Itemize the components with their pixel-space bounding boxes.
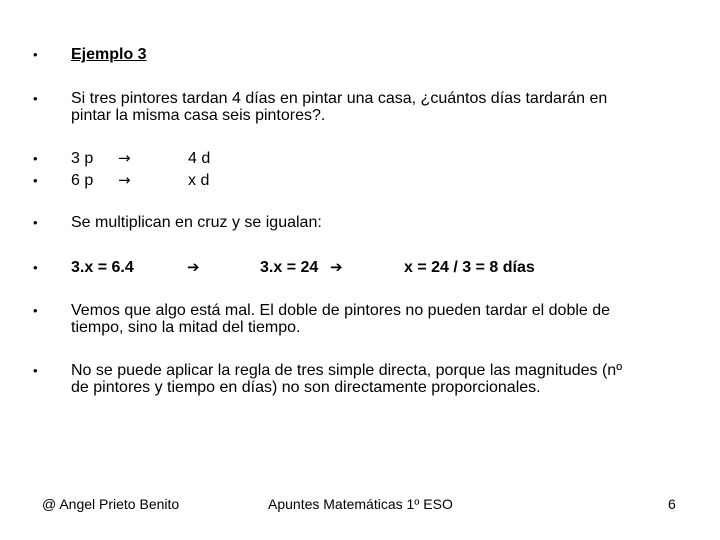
bullet: • xyxy=(33,260,38,275)
conclusion-line-1: No se puede aplicar la regla de tres simple directa, porque las magnitudes (nº xyxy=(71,362,623,379)
problem-line-1: Si tres pintores tardan 4 días en pintar una casa, ¿cuántos días tardarán en xyxy=(71,90,608,107)
days-value: 4 d xyxy=(188,150,211,167)
problem-line-2: pintar la misma casa seis pintores?. xyxy=(71,107,326,124)
problem-text xyxy=(71,90,691,124)
painters-value: 6 p xyxy=(71,172,94,189)
bullet: • xyxy=(33,363,38,378)
bullet: • xyxy=(33,173,38,188)
bullet: • xyxy=(33,91,38,106)
bullet: • xyxy=(33,215,38,230)
bullet: • xyxy=(33,47,38,62)
slide-title: Ejemplo 3 xyxy=(71,46,147,63)
arrow-right-icon: → xyxy=(118,171,131,189)
cross-multiply-text: Se multiplican en cruz y se igualan: xyxy=(71,214,322,231)
footer-page-number: 6 xyxy=(668,496,676,512)
days-value: x d xyxy=(188,172,210,189)
conclusion-text xyxy=(71,362,691,396)
bullet: • xyxy=(33,303,38,318)
arrow-right-icon: → xyxy=(118,149,131,167)
conclusion-line-2: de pintores y tiempo en días) no son directamente proporcionales. xyxy=(71,379,541,396)
equation-left: 3.x = 6.4 xyxy=(71,259,134,276)
observation-line-1: Vemos que algo está mal. El doble de pintores no pueden tardar el doble de xyxy=(71,302,611,319)
bullet: • xyxy=(33,151,38,166)
footer-author: @ Angel Prieto Benito xyxy=(42,496,180,512)
observation-text xyxy=(71,302,691,336)
equation-right: x = 24 / 3 = 8 días xyxy=(404,259,535,276)
painters-value: 3 p xyxy=(71,150,94,167)
equation-middle: 3.x = 24 xyxy=(260,259,319,276)
observation-line-2: tiempo, sino la mitad del tiempo. xyxy=(71,319,301,336)
footer-course: Apuntes Matemáticas 1º ESO xyxy=(268,496,453,512)
bold-arrow-right-icon: ➔ xyxy=(330,258,343,276)
bold-arrow-right-icon: ➔ xyxy=(187,258,200,276)
